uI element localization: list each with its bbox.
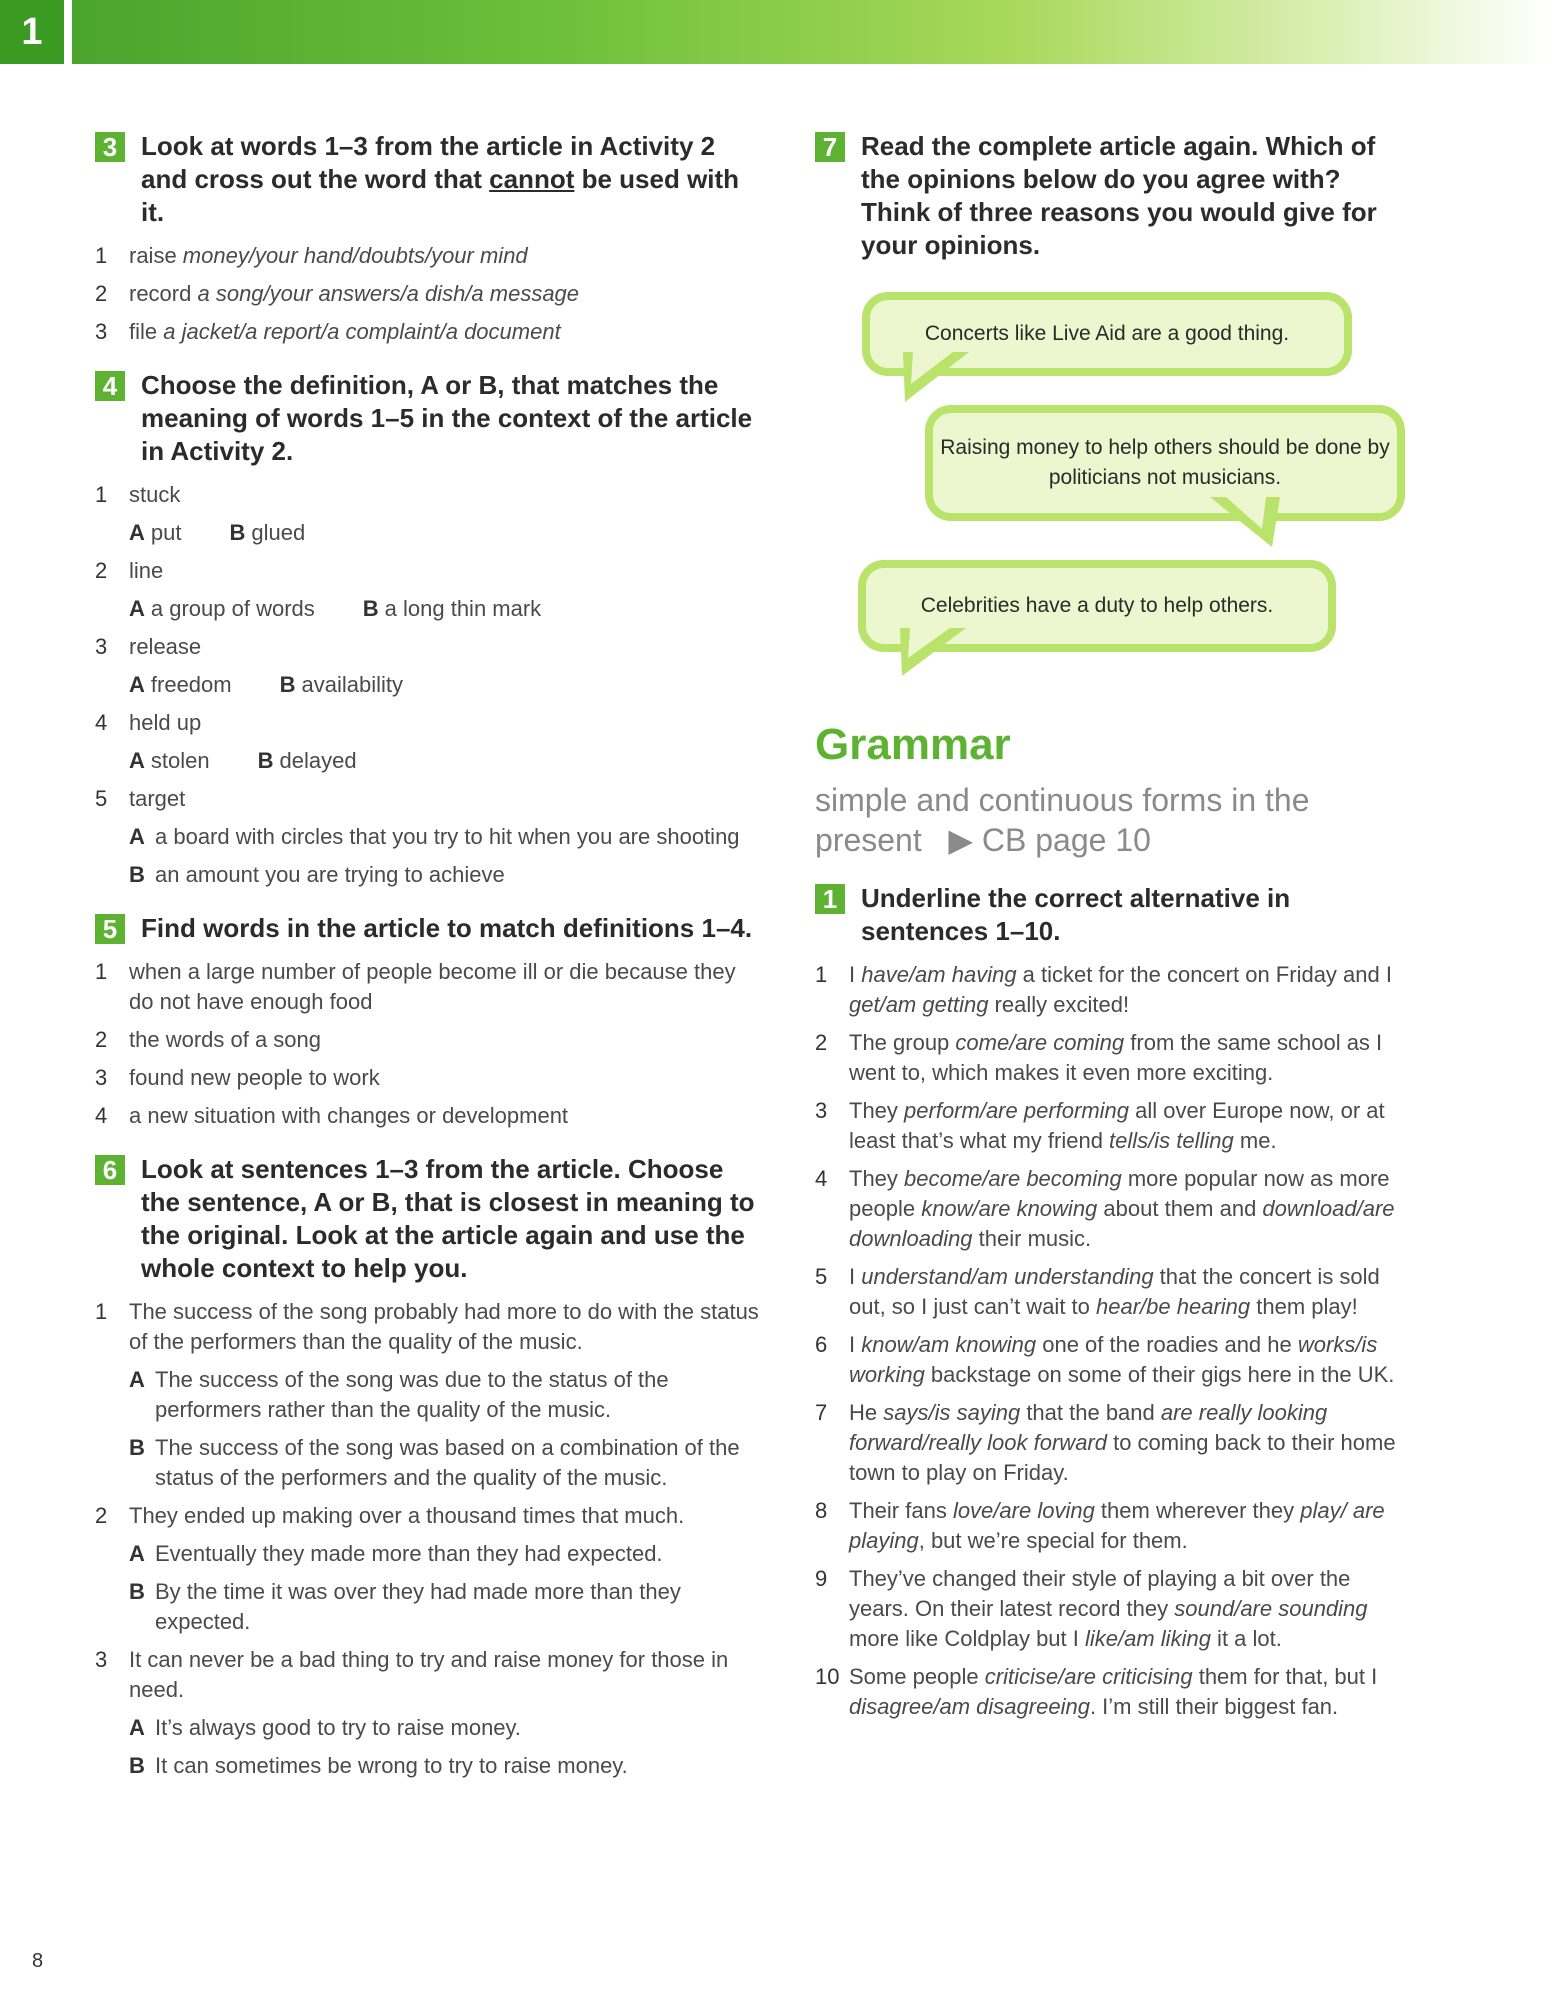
activity-title: Look at words 1–3 from the article in Activity 2 and cross out the word that cannot be used with it. xyxy=(141,131,740,227)
option-a: A Eventually they made more than they had expected. xyxy=(129,1541,663,1566)
list-item: 10 Some people criticise/are criticising them for that, but I disagree/am disagreeing. I’m still their biggest fan. xyxy=(815,1664,1378,1719)
options-row: A freedom B availability xyxy=(129,672,403,697)
speech-bubble-1: Concerts like Live Aid are a good thing. xyxy=(862,292,1352,376)
list-item: 4 a new situation with changes or development xyxy=(95,1103,569,1128)
list-item: 1 I have/am having a ticket for the concert on Friday and I get/am getting really excited! xyxy=(815,962,1392,1017)
grammar-subtitle: simple and continuous forms in the present ▶ CB page 10 xyxy=(815,782,1310,858)
cb-page-ref: ▶ CB page 10 xyxy=(948,822,1151,858)
page-number: 8 xyxy=(32,1950,44,1972)
list-item: 4 They become/are becoming more popular now as more people know/are knowing about them and download/are downloading their music. xyxy=(815,1166,1395,1251)
option-a: A The success of the song was due to the status of the performers rather than the quality of the music. xyxy=(129,1367,669,1422)
activity-number: 5 xyxy=(95,914,125,944)
speech-bubble-3: Celebrities have a duty to help others. xyxy=(858,560,1336,652)
option-b: B It can sometimes be wrong to try to raise money. xyxy=(129,1753,628,1778)
activity-title: Find words in the article to match definitions 1–4. xyxy=(141,913,753,943)
list-item: 2 They ended up making over a thousand times that much. xyxy=(95,1503,685,1528)
header-band xyxy=(0,0,1551,64)
activity-3 xyxy=(95,130,765,347)
grammar-activity-1 xyxy=(815,882,1415,1722)
list-item: 8 Their fans love/are loving them wherever they play/ are playing, but we’re special for them. xyxy=(815,1498,1385,1553)
list-item: 7 He says/is saying that the band are really looking forward/really look forward to coming back to their home town to play on Friday. xyxy=(815,1400,1396,1485)
speech-bubble-tail xyxy=(892,628,982,680)
options-row: A a group of words B a long thin mark xyxy=(129,596,542,621)
activity-number: 6 xyxy=(95,1155,125,1185)
right-column xyxy=(815,130,1415,284)
list-item: 3 file a jacket/a report/a complaint/a document xyxy=(95,319,561,344)
activity-5 xyxy=(95,912,765,1131)
option-b: B an amount you are trying to achieve xyxy=(129,862,505,887)
activity-number: 1 xyxy=(815,884,845,914)
left-column xyxy=(95,130,765,1803)
option-a: A It’s always good to try to raise money. xyxy=(129,1715,522,1740)
option-b: B The success of the song was based on a combination of the status of the performers and the quality of the music. xyxy=(129,1435,740,1490)
speech-bubble-tail xyxy=(895,352,985,404)
activity-number: 4 xyxy=(95,371,125,401)
activity-title: Look at sentences 1–3 from the article. Choose the sentence, A or B, that is closest in meaning to the original. Look at the article again and use the whole context to help you. xyxy=(141,1154,755,1283)
activity-number: 7 xyxy=(815,132,845,162)
list-item: 5 I understand/am understanding that the concert is sold out, so I just can’t wait to hear/be hearing them play! xyxy=(815,1264,1380,1319)
grammar-section xyxy=(815,720,1415,1744)
option-a: A a board with circles that you try to hit when you are shooting xyxy=(129,824,740,849)
grammar-title: Grammar xyxy=(815,720,1011,769)
list-item: 2 record a song/your answers/a dish/a message xyxy=(95,281,580,306)
activity-number: 3 xyxy=(95,132,125,162)
option-b: B By the time it was over they had made more than they expected. xyxy=(129,1579,681,1634)
unit-tab: 1 xyxy=(0,0,72,64)
activity-title: Underline the correct alternative in sentences 1–10. xyxy=(861,883,1291,946)
list-item: 3 release xyxy=(95,634,202,659)
list-item: 9 They’ve changed their style of playing a bit over the years. On their latest record they sound/are sounding more like Coldplay but I like/am liking it a lot. xyxy=(815,1566,1368,1651)
speech-bubble-tail xyxy=(1200,497,1290,549)
list-item: 3 They perform/are performing all over Europe now, or at least that’s what my friend tells/is telling me. xyxy=(815,1098,1385,1153)
activity-4 xyxy=(95,369,765,890)
list-item: 2 The group come/are coming from the same school as I went to, which makes it even more exciting. xyxy=(815,1030,1383,1085)
speech-bubble-2: Raising money to help others should be done by politicians not musicians. xyxy=(925,405,1405,521)
activity-7 xyxy=(815,130,1415,262)
activity-6 xyxy=(95,1153,765,1781)
list-item: 2 line xyxy=(95,558,164,583)
list-item: 1 The success of the song probably had more to do with the status of the performers than the quality of the music. xyxy=(95,1299,759,1354)
list-item: 3 found new people to work xyxy=(95,1065,380,1090)
list-item: 2 the words of a song xyxy=(95,1027,322,1052)
activity-title: Choose the definition, A or B, that matches the meaning of words 1–5 in the context of the article in Activity 2. xyxy=(141,370,753,466)
options-row: A stolen B delayed xyxy=(129,748,357,773)
list-item: 3 It can never be a bad thing to try and raise money for those in need. xyxy=(95,1647,729,1702)
list-item: 4 held up xyxy=(95,710,202,735)
options-row: A put B glued xyxy=(129,520,306,545)
list-item: 1 stuck xyxy=(95,482,181,507)
list-item: 1 raise money/your hand/doubts/your mind xyxy=(95,243,528,268)
list-item: 1 when a large number of people become ill or die because they do not have enough food xyxy=(95,959,736,1014)
list-item: 6 I know/am knowing one of the roadies and he works/is working backstage on some of their gigs here in the UK. xyxy=(815,1332,1395,1387)
list-item: 5 target xyxy=(95,786,186,811)
activity-title: Read the complete article again. Which of the opinions below do you agree with? Think of three reasons you would give for your opinions. xyxy=(861,131,1377,260)
